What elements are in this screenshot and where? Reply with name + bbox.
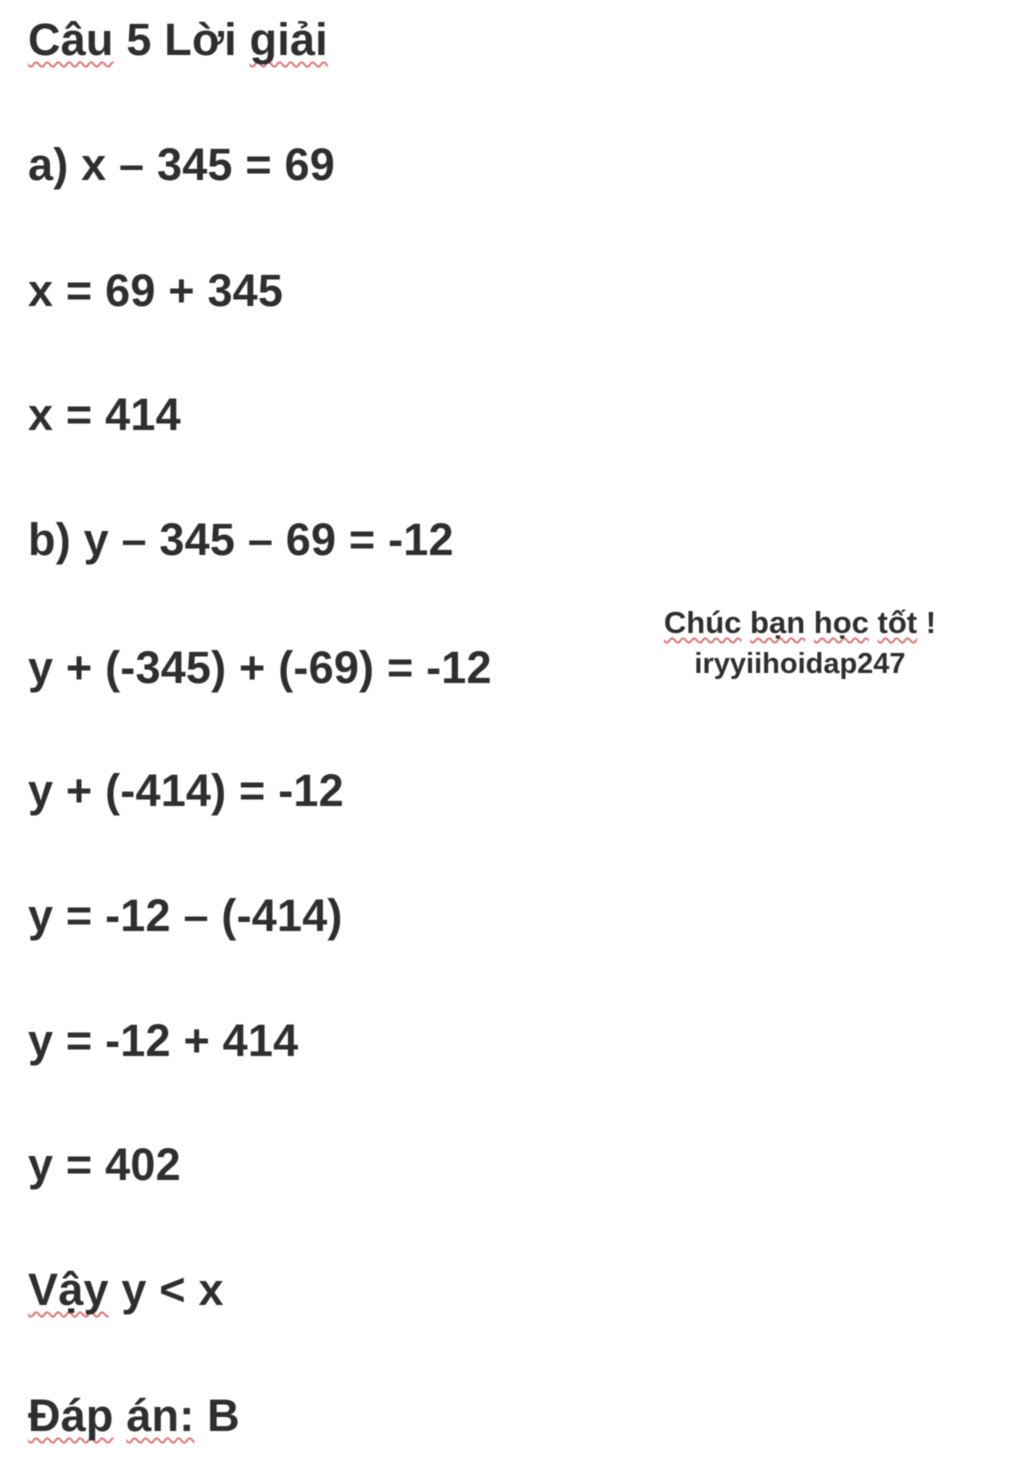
text-segment: B (194, 1390, 240, 1441)
underlined-word: án: (126, 1390, 195, 1441)
equation-b-step4: y = -12 + 414 (28, 1015, 299, 1066)
watermark-username: iryyiihoidap247 (694, 648, 906, 680)
equation-a-result: x = 414 (28, 389, 181, 440)
underlined-word: Chúc (663, 605, 742, 640)
underlined-word: Đáp (28, 1390, 114, 1441)
underlined-word: Câu (28, 14, 114, 65)
text-segment (741, 605, 750, 640)
equation-b-result: y = 402 (28, 1139, 181, 1190)
answer-line (28, 1384, 240, 1448)
conclusion-line (28, 1258, 224, 1322)
equation-a-given: a) x – 345 = 69 (28, 139, 335, 190)
watermark-message (630, 601, 970, 644)
equation-b-given: b) y – 345 – 69 = -12 (28, 514, 454, 565)
underlined-word: tốt (877, 605, 918, 640)
text-segment (869, 605, 878, 640)
equation-b-step2: y + (-414) = -12 (28, 765, 344, 816)
text-segment (805, 605, 814, 640)
text-segment: y < x (108, 1264, 224, 1315)
underlined-word: bạn (750, 605, 806, 640)
equation-a-step: x = 69 + 345 (28, 265, 284, 316)
watermark (630, 601, 970, 684)
text-segment: 5 Lời (113, 14, 250, 65)
title-line (28, 8, 328, 72)
text-segment (114, 1390, 127, 1441)
underlined-word: học (813, 605, 869, 640)
text-segment: ! (917, 605, 937, 640)
underlined-word: Vậy (28, 1264, 109, 1315)
equation-b-step1: y + (-345) + (-69) = -12 (28, 642, 492, 693)
equation-b-step3: y = -12 – (-414) (28, 890, 343, 941)
underlined-word: giải (249, 14, 328, 65)
